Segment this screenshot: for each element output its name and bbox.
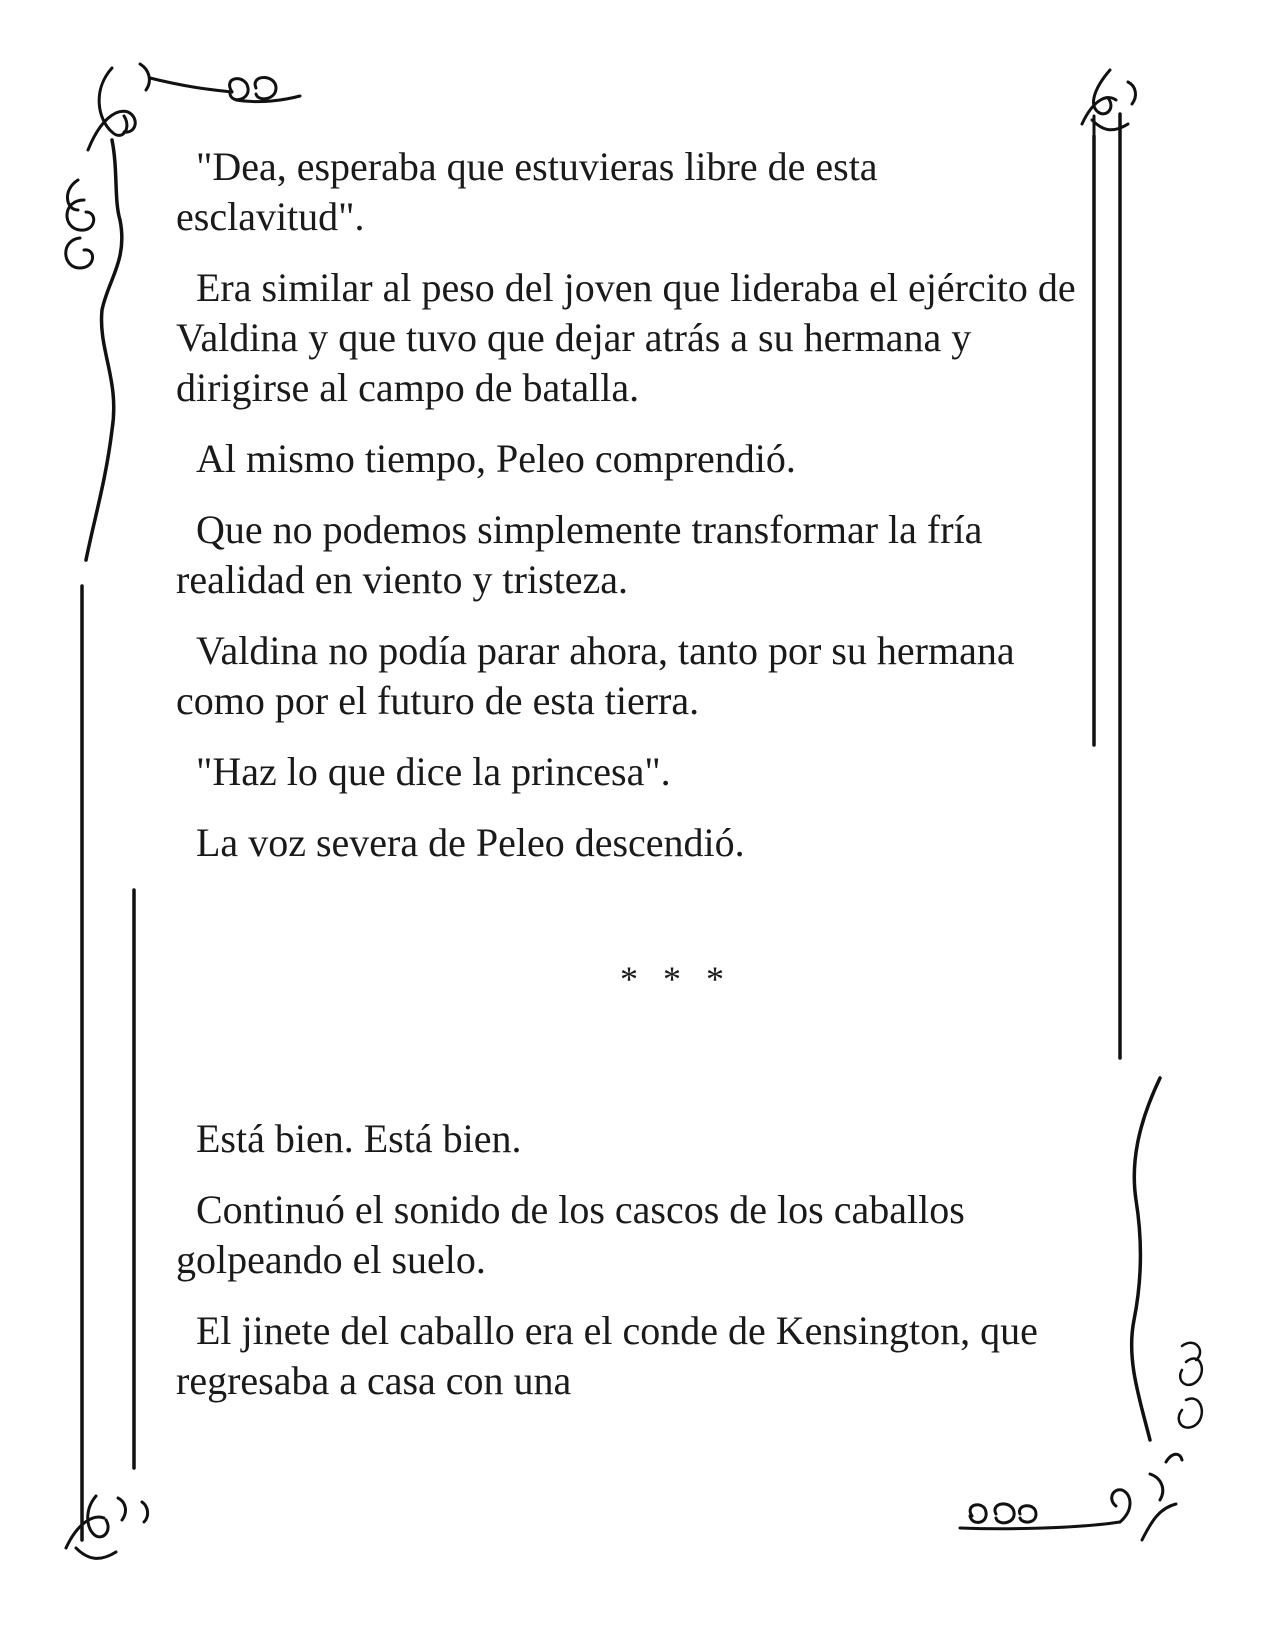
- paragraph: El jinete del caballo era el conde de Kensington, que regresaba a casa con una: [176, 1308, 1038, 1403]
- right-swoosh-icon: [1132, 1078, 1160, 1440]
- top-right-flourish-icon: [1082, 70, 1135, 134]
- scene-separator: * * *: [620, 959, 732, 999]
- right-spiral-icon: [1179, 1343, 1202, 1428]
- paragraph: Está bien. Está bien.: [196, 1116, 522, 1161]
- bottom-right-flourish-icon: [960, 1454, 1182, 1540]
- paragraph: Que no podemos simplemente transformar la fría realidad en viento y tristeza.: [176, 507, 983, 602]
- paragraph: Continuó el sonido de los cascos de los caballos golpeando el suelo.: [176, 1187, 965, 1282]
- paragraph: Era similar al peso del joven que lideraba el ejército de Valdina y que tuvo que dejar atrás a su hermana y dirigirse al campo de batalla.: [176, 265, 1076, 410]
- paragraph: "Haz lo que dice la princesa".: [196, 749, 671, 794]
- paragraph: Valdina no podía parar ahora, tanto por su hermana como por el futuro de esta tierra.: [176, 628, 1015, 723]
- bottom-left-flourish-icon: [66, 1496, 148, 1558]
- paragraph: Al mismo tiempo, Peleo comprendió.: [196, 436, 796, 481]
- paragraph: La voz severa de Peleo descendió.: [196, 820, 745, 865]
- paragraph: "Dea, esperaba que estuvieras libre de esta esclavitud".: [176, 144, 878, 239]
- story-text: [176, 142, 1076, 1427]
